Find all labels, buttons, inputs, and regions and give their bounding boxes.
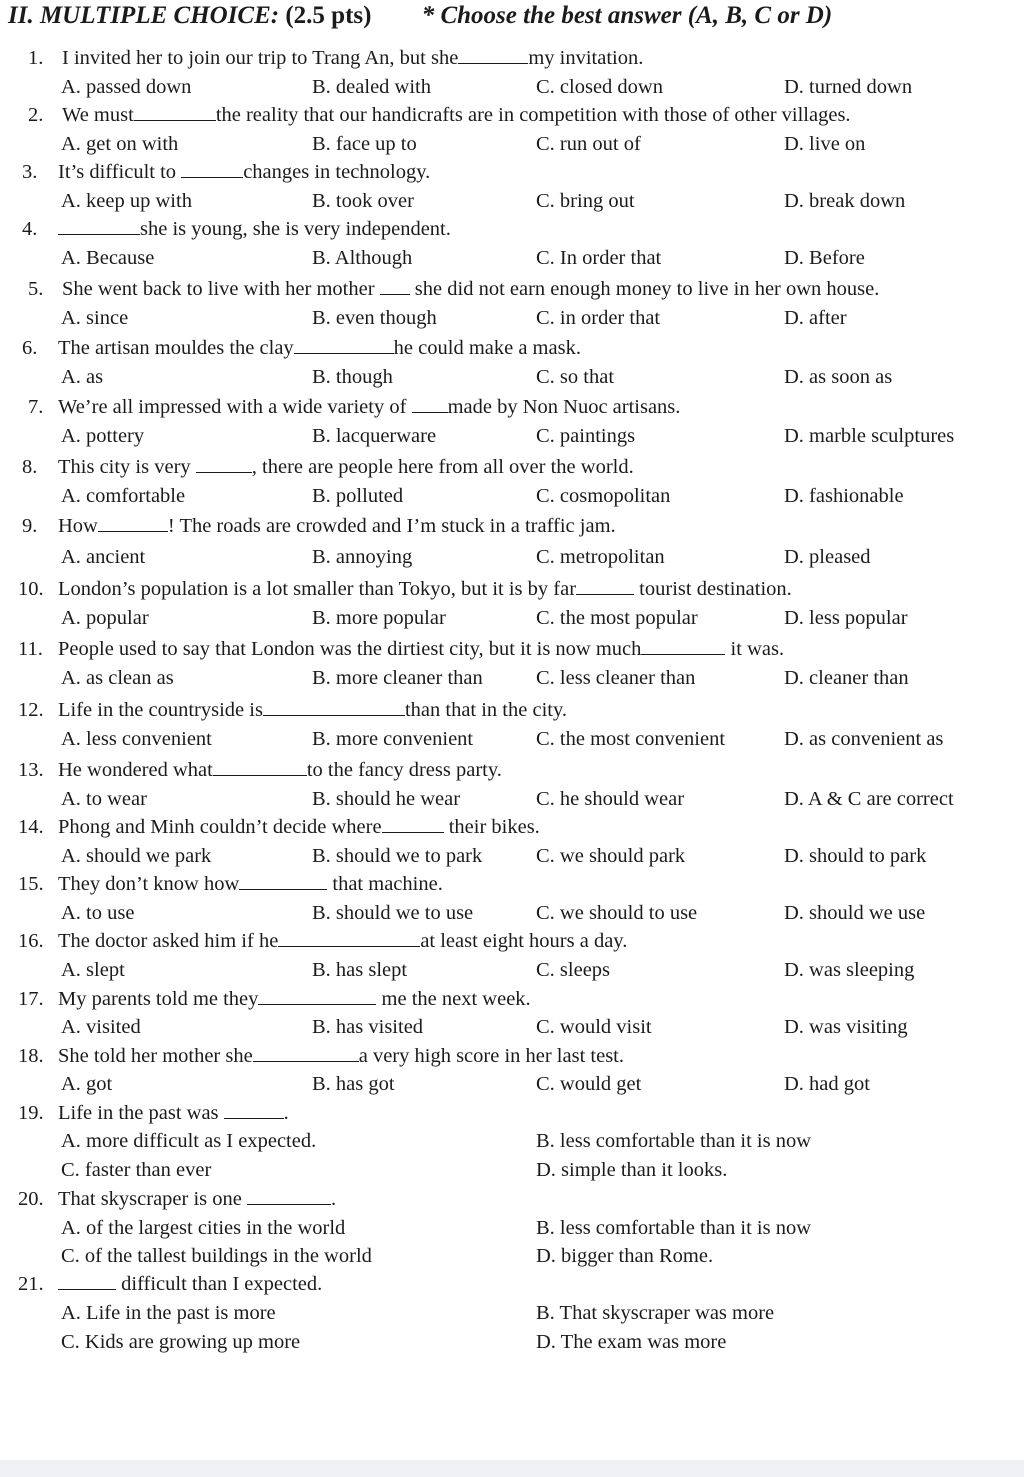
question-text: We must <box>62 104 134 126</box>
answer-option-b[interactable]: B. polluted <box>312 485 404 507</box>
question-stem <box>22 219 451 240</box>
question-number: 11. <box>18 638 43 660</box>
question-number: 14. <box>18 816 44 838</box>
answer-option-d[interactable]: D. less popular <box>784 607 908 629</box>
answer-option-c[interactable]: C. the most popular <box>536 607 698 629</box>
answer-option-a[interactable]: A. Life in the past is more <box>61 1302 276 1324</box>
answer-option-d[interactable]: D. had got <box>784 1073 870 1095</box>
answer-option-b[interactable]: B. That skyscraper was more <box>536 1302 775 1324</box>
question-text: She went back to live with her mother <box>62 278 380 300</box>
answer-option-b[interactable]: B. has got <box>312 1073 395 1095</box>
question-text: This city is very <box>58 456 196 478</box>
answer-option-a[interactable]: A. as clean as <box>61 667 174 689</box>
section-instruction: * Choose the best answer (A, B, C or D) <box>421 2 833 29</box>
answer-option-c[interactable]: C. closed down <box>536 76 663 98</box>
answer-blank <box>263 701 405 716</box>
question-number: 15. <box>18 873 44 895</box>
answer-option-b[interactable]: B. face up to <box>312 133 417 155</box>
answer-option-b[interactable]: B. more convenient <box>312 728 474 750</box>
question-text: We’re all impressed with a wide variety of <box>58 396 412 418</box>
answer-option-a[interactable]: A. slept <box>61 959 125 981</box>
question-stem <box>18 931 627 952</box>
answer-option-c[interactable]: C. so that <box>536 366 615 388</box>
question-text: She told her mother she <box>58 1045 253 1067</box>
answer-option-d[interactable]: D. should we use <box>784 902 926 924</box>
answer-option-d[interactable]: D. as soon as <box>784 366 893 388</box>
question-text: she is young, she is very independent. <box>140 218 451 240</box>
answer-blank <box>278 932 420 947</box>
question-text: difficult than I expected. <box>116 1273 323 1295</box>
question-stem <box>22 162 430 183</box>
question-text: Phong and Minh couldn’t decide where <box>58 816 382 838</box>
answer-option-d[interactable]: D. should to park <box>784 845 927 867</box>
question-number: 18. <box>18 1045 44 1067</box>
question-number: 3. <box>22 161 38 183</box>
question-stem <box>22 457 634 478</box>
answer-option-b[interactable]: B. Although <box>312 247 413 269</box>
answer-blank <box>294 339 394 354</box>
answer-blank <box>58 1275 116 1290</box>
question-stem <box>18 1103 289 1124</box>
question-number: 2. <box>28 104 44 126</box>
answer-option-c[interactable]: C. run out of <box>536 133 641 155</box>
question-stem <box>18 989 531 1010</box>
question-stem <box>22 516 616 537</box>
question-text: . <box>331 1188 337 1210</box>
answer-option-c[interactable]: C. bring out <box>536 190 635 212</box>
question-text: He wondered what <box>58 759 213 781</box>
answer-option-a[interactable]: A. keep up with <box>61 190 192 212</box>
question-number: 21. <box>18 1273 44 1295</box>
answer-option-c[interactable]: C. we should park <box>536 845 686 867</box>
answer-option-d[interactable]: D. Before <box>784 247 865 269</box>
answer-option-b[interactable]: B. more cleaner than <box>312 667 483 689</box>
answer-option-b[interactable]: B. more popular <box>312 607 446 629</box>
question-text: my invitation. <box>528 47 644 69</box>
answer-option-d[interactable]: D. turned down <box>784 76 913 98</box>
answer-blank <box>253 1047 359 1062</box>
answer-option-c[interactable]: C. in order that <box>536 307 661 329</box>
question-text: than that in the city. <box>404 699 568 721</box>
question-stem <box>18 817 540 838</box>
answer-blank <box>382 818 444 833</box>
answer-blank <box>134 106 216 121</box>
answer-option-d[interactable]: D. as convenient as <box>784 728 944 750</box>
question-text: at least eight hours a day. <box>420 930 628 952</box>
answer-blank <box>380 280 410 295</box>
answer-option-d[interactable]: D. cleaner than <box>784 667 909 689</box>
question-text: People used to say that London was the dirtiest city, but it is now much <box>58 638 642 660</box>
answer-option-a[interactable]: A. popular <box>61 607 149 629</box>
question-number: 5. <box>28 278 44 300</box>
answer-option-d[interactable]: D. fashionable <box>784 485 904 507</box>
answer-option-c[interactable]: C. would get <box>536 1073 642 1095</box>
answer-option-d[interactable]: D. break down <box>784 190 906 212</box>
answer-option-c[interactable]: C. would visit <box>536 1016 652 1038</box>
answer-option-c[interactable]: C. In order that <box>536 247 662 269</box>
section-title: II. MULTIPLE CHOICE: <box>8 2 280 29</box>
answer-option-c[interactable]: C. of the tallest buildings in the world <box>61 1245 372 1267</box>
question-number: 19. <box>18 1102 44 1124</box>
answer-blank <box>458 49 528 64</box>
answer-option-a[interactable]: A. to use <box>61 902 135 924</box>
question-text: How <box>58 515 98 537</box>
question-stem <box>28 48 643 69</box>
question-stem <box>18 700 567 721</box>
answer-option-b[interactable]: B. has visited <box>312 1016 424 1038</box>
question-text: made by Non Nuoc artisans. <box>447 396 681 418</box>
answer-option-b[interactable]: B. annoying <box>312 546 413 568</box>
question-number: 4. <box>22 218 38 240</box>
question-text: changes in technology. <box>243 161 431 183</box>
question-text: London’s population is a lot smaller than Tokyo, but it is by far <box>58 578 577 600</box>
answer-option-a[interactable]: A. pottery <box>61 425 145 447</box>
answer-option-c[interactable]: C. metropolitan <box>536 546 665 568</box>
question-text: I invited her to join our trip to Trang An, but she <box>62 47 459 69</box>
question-text: That skyscraper is one <box>58 1188 247 1210</box>
answer-option-a[interactable]: A. less convenient <box>61 728 212 750</box>
question-text: he could make a mask. <box>393 337 581 359</box>
answer-blank <box>247 1190 331 1205</box>
answer-option-d[interactable]: D. after <box>784 307 847 329</box>
question-text: the reality that our handicrafts are in competition with those of other villages. <box>215 104 851 126</box>
section-header <box>8 2 832 30</box>
question-stem <box>28 279 879 300</box>
question-stem <box>18 1274 322 1295</box>
question-stem <box>28 397 680 418</box>
answer-option-b[interactable]: B. less comfortable than it is now <box>536 1130 811 1152</box>
answer-option-b[interactable]: B. lacquerware <box>312 425 437 447</box>
answer-blank <box>576 580 634 595</box>
question-stem <box>18 579 792 600</box>
answer-blank <box>196 458 252 473</box>
answer-blank <box>181 163 243 178</box>
question-text: that machine. <box>327 873 443 895</box>
answer-option-c[interactable]: C. paintings <box>536 425 636 447</box>
answer-option-d[interactable]: D. was sleeping <box>784 959 915 981</box>
answer-option-a[interactable]: A. visited <box>61 1016 141 1038</box>
question-text: it was. <box>725 638 785 660</box>
answer-blank <box>224 1104 284 1119</box>
question-text: a very high score in her last test. <box>358 1045 624 1067</box>
question-text: The artisan mouldes the clay <box>58 337 294 359</box>
question-number: 9. <box>22 515 38 537</box>
answer-blank <box>641 640 725 655</box>
question-text: . <box>283 1102 289 1124</box>
question-text: tourist destination. <box>634 578 792 600</box>
answer-option-d[interactable]: D. A & C are correct <box>784 788 954 810</box>
question-text: their bikes. <box>443 816 540 838</box>
answer-option-a[interactable]: A. passed down <box>61 76 192 98</box>
answer-option-a[interactable]: A. comfortable <box>61 485 186 507</box>
question-text: Life in the countryside is <box>58 699 263 721</box>
answer-option-d[interactable]: D. pleased <box>784 546 871 568</box>
question-text: , there are people here from all over the world. <box>251 456 634 478</box>
answer-option-c[interactable]: C. Kids are growing up more <box>61 1331 301 1353</box>
answer-option-d[interactable]: D. live on <box>784 133 866 155</box>
question-number: 6. <box>22 337 38 359</box>
question-number: 12. <box>18 699 44 721</box>
answer-option-a[interactable]: A. got <box>61 1073 113 1095</box>
answer-option-c[interactable]: C. we should to use <box>536 902 698 924</box>
answer-option-b[interactable]: B. took over <box>312 190 414 212</box>
question-text: They don’t know how <box>58 873 240 895</box>
question-stem <box>18 639 784 660</box>
answer-blank <box>98 517 168 532</box>
question-number: 16. <box>18 930 44 952</box>
question-stem <box>28 105 851 126</box>
answer-option-a[interactable]: A. get on with <box>61 133 179 155</box>
answer-option-a[interactable]: A. Because <box>61 247 155 269</box>
answer-option-b[interactable]: B. dealed with <box>312 76 431 98</box>
question-stem <box>18 874 443 895</box>
answer-option-b[interactable]: B. should he wear <box>312 788 461 810</box>
answer-blank <box>58 220 140 235</box>
answer-option-d[interactable]: D. was visiting <box>784 1016 908 1038</box>
answer-option-c[interactable]: C. he should wear <box>536 788 685 810</box>
answer-option-a[interactable]: A. more difficult as I expected. <box>61 1130 317 1152</box>
answer-blank <box>239 875 327 890</box>
section-points: (2.5 pts) <box>285 2 372 29</box>
answer-blank <box>213 761 307 776</box>
answer-option-b[interactable]: B. less comfortable than it is now <box>536 1217 811 1239</box>
question-number: 1. <box>28 47 44 69</box>
answer-option-c[interactable]: C. cosmopolitan <box>536 485 671 507</box>
answer-option-a[interactable]: A. to wear <box>61 788 147 810</box>
question-stem <box>18 1189 336 1210</box>
question-text: me the next week. <box>376 988 531 1010</box>
question-number: 20. <box>18 1188 44 1210</box>
question-text: My parents told me they <box>58 988 259 1010</box>
answer-option-a[interactable]: A. ancient <box>61 546 146 568</box>
answer-blank <box>258 990 376 1005</box>
question-number: 8. <box>22 456 38 478</box>
answer-option-d[interactable]: D. bigger than Rome. <box>536 1245 714 1267</box>
answer-option-c[interactable]: C. the most convenient <box>536 728 726 750</box>
question-text: Life in the past was <box>58 1102 224 1124</box>
answer-option-c[interactable]: C. faster than ever <box>61 1159 212 1181</box>
question-number: 17. <box>18 988 44 1010</box>
answer-option-a[interactable]: A. should we park <box>61 845 212 867</box>
answer-option-b[interactable]: B. should we to park <box>312 845 483 867</box>
answer-option-a[interactable]: A. of the largest cities in the world <box>61 1217 346 1239</box>
answer-option-b[interactable]: B. should we to use <box>312 902 474 924</box>
question-text: The doctor asked him if he <box>58 930 279 952</box>
question-text: It’s difficult to <box>58 161 182 183</box>
answer-option-b[interactable]: B. has slept <box>312 959 408 981</box>
answer-option-c[interactable]: C. sleeps <box>536 959 611 981</box>
question-text: ! The roads are crowded and I’m stuck in a traffic jam. <box>167 515 616 537</box>
question-text: she did not earn enough money to live in her own house. <box>409 278 880 300</box>
answer-option-b[interactable]: B. even though <box>312 307 437 329</box>
question-number: 13. <box>18 759 44 781</box>
answer-option-d[interactable]: D. marble sculptures <box>784 425 955 447</box>
question-number: 10. <box>18 578 44 600</box>
answer-option-c[interactable]: C. less cleaner than <box>536 667 696 689</box>
answer-option-a[interactable]: A. as <box>61 366 104 388</box>
question-number: 7. <box>28 396 44 418</box>
question-stem <box>22 338 581 359</box>
answer-option-d[interactable]: D. simple than it looks. <box>536 1159 728 1181</box>
answer-blank <box>412 398 448 413</box>
answer-option-d[interactable]: D. The exam was more <box>536 1331 727 1353</box>
answer-option-a[interactable]: A. since <box>61 307 129 329</box>
bottom-bar <box>0 1460 1024 1477</box>
question-stem <box>18 1046 624 1067</box>
question-text: to the fancy dress party. <box>306 759 502 781</box>
question-stem <box>18 760 502 781</box>
answer-option-b[interactable]: B. though <box>312 366 393 388</box>
